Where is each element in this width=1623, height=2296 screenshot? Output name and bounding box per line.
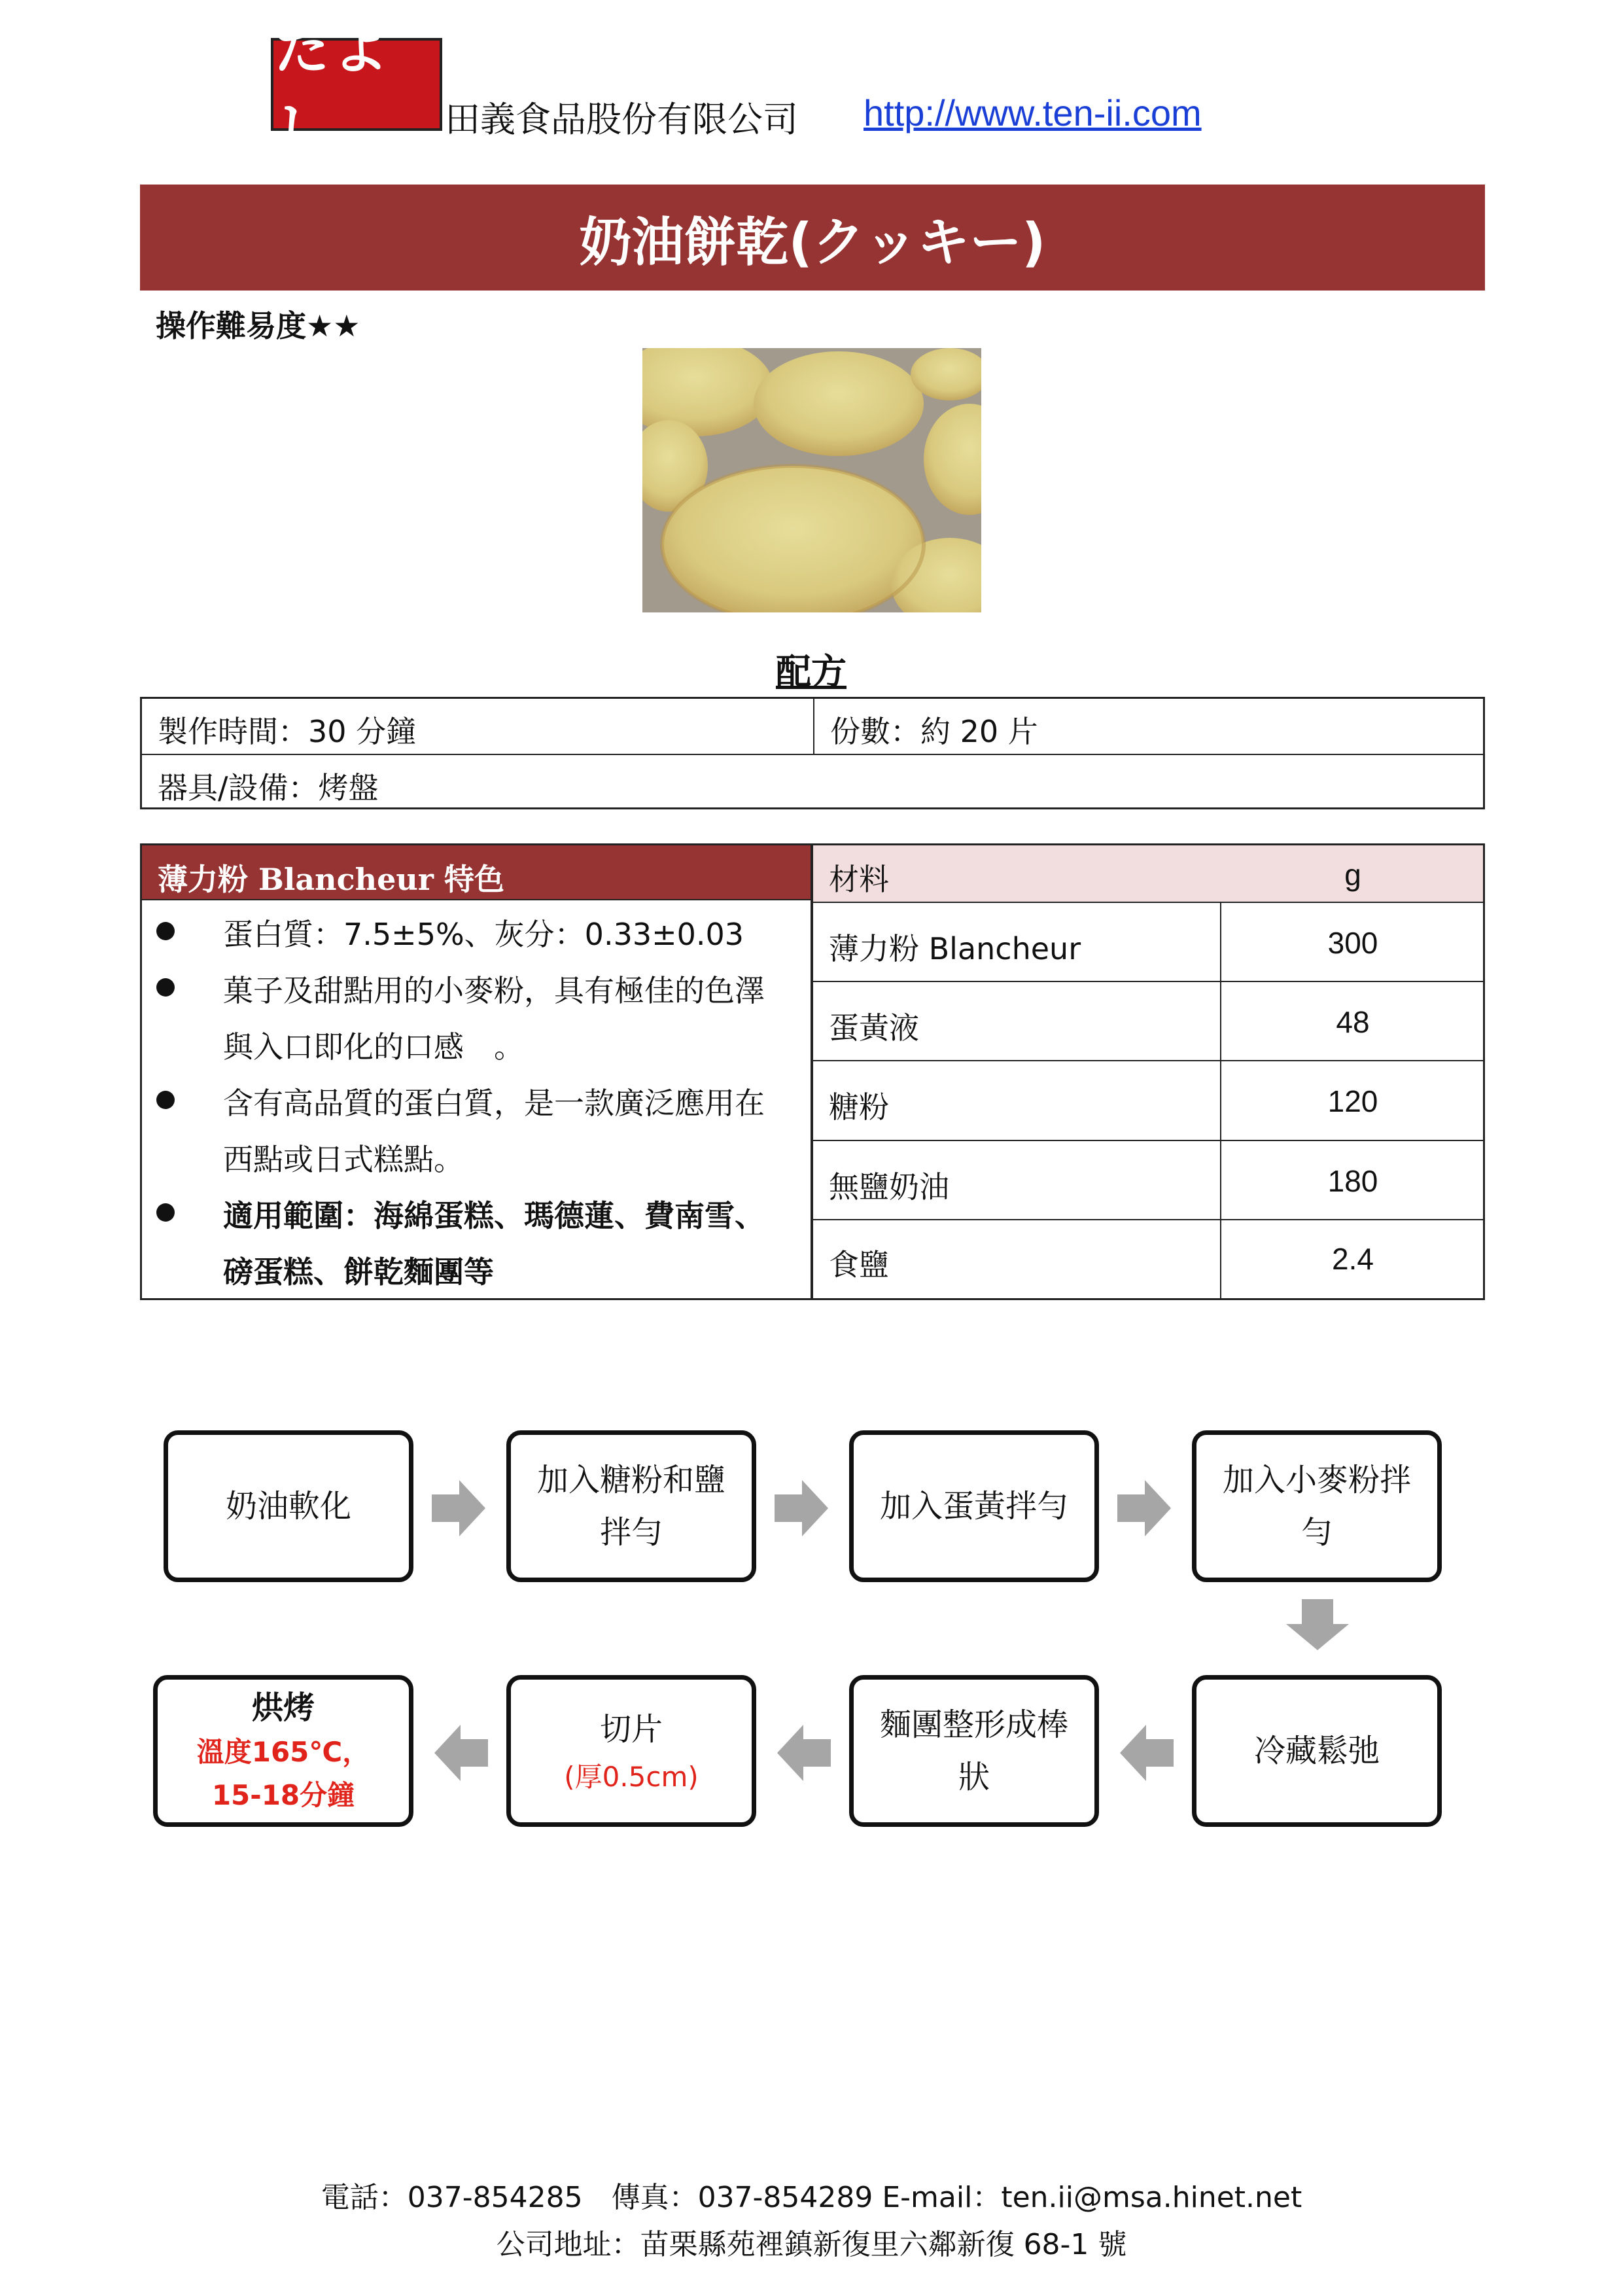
step-label: 加入蛋黃拌勻 xyxy=(879,1488,1068,1525)
ingredients-header xyxy=(813,845,1483,903)
difficulty-rating: 操作難易度★★ xyxy=(156,308,360,344)
step-label: 加入糖粉和鹽 xyxy=(536,1462,725,1498)
feature-line: 磅蛋糕、餅乾麵團等 xyxy=(223,1254,494,1290)
arrow-left-icon xyxy=(777,1725,831,1781)
ingredient-name: 食鹽 xyxy=(829,1247,889,1282)
arrow-down-icon xyxy=(1286,1599,1349,1650)
bullet-icon xyxy=(156,1203,175,1222)
feature-line: 西點或日式糕點。 xyxy=(223,1142,464,1177)
step-label: 狀 xyxy=(958,1759,990,1795)
company-name: 田義食品股份有限公司 xyxy=(445,99,798,140)
ingredient-amount: 180 xyxy=(1327,1164,1378,1198)
logo-text: たよし xyxy=(273,16,391,163)
table-row xyxy=(813,982,1483,1061)
feature-line: 菓子及甜點用的小麥粉，具有極佳的色澤 xyxy=(223,973,765,1008)
feature-line: 適用範圍：海綿蛋糕、瑪德蓮、費南雪、 xyxy=(223,1198,765,1233)
step-label: 冷藏鬆弛 xyxy=(1253,1733,1380,1769)
column-header-material: 材料 xyxy=(829,862,889,897)
feature-line: 含有高品質的蛋白質，是一款廣泛應用在 xyxy=(223,1086,765,1121)
ingredient-name: 薄力粉 Blancheur xyxy=(829,931,1081,966)
step-label: 烘烤 xyxy=(251,1689,315,1726)
arrow-right-icon xyxy=(775,1480,828,1536)
footer-address: 公司地址：苗栗縣苑裡鎮新復里六鄰新復 68-1 號 xyxy=(496,2228,1127,2261)
feature-line: 與入口即化的口感 。 xyxy=(223,1029,524,1065)
table-row xyxy=(813,1061,1483,1141)
flour-features-header xyxy=(142,845,811,900)
recipe-heading: 配方 xyxy=(776,651,846,692)
title-bar xyxy=(140,185,1485,291)
step-shape-log xyxy=(849,1675,1099,1827)
bullet-icon xyxy=(156,978,175,997)
ingredient-name: 無鹽奶油 xyxy=(829,1169,949,1205)
step-label: 拌勻 xyxy=(599,1514,663,1551)
step-soften-butter xyxy=(164,1430,413,1582)
ingredient-amount: 120 xyxy=(1327,1084,1378,1118)
table-row xyxy=(813,1141,1483,1220)
column-header-unit: g xyxy=(1344,858,1361,892)
bullet-icon xyxy=(156,922,175,940)
arrow-left-icon xyxy=(1120,1725,1174,1781)
step-label: 奶油軟化 xyxy=(225,1488,351,1525)
table-row xyxy=(813,903,1483,982)
footer-contact: 電話：037-854285 傳真：037-854289 E-mail：ten.ii@msa.hinet.net xyxy=(321,2181,1302,2214)
ingredient-amount: 2.4 xyxy=(1332,1242,1374,1276)
step-label: 加入小麥粉拌 xyxy=(1222,1462,1411,1498)
cookie-photo xyxy=(642,348,981,612)
step-label: 麵團整形成棒 xyxy=(879,1706,1068,1743)
step-note: (厚0.5cm) xyxy=(564,1761,699,1793)
website-link[interactable]: http://www.ten-ii.com xyxy=(864,92,1202,133)
ingredient-name: 糖粉 xyxy=(829,1089,889,1125)
ingredient-amount: 300 xyxy=(1327,926,1378,960)
step-add-yolk xyxy=(849,1430,1099,1582)
arrow-right-icon xyxy=(432,1480,485,1536)
ingredient-amount: 48 xyxy=(1336,1005,1370,1039)
feature-line: 蛋白質：7.5±5%、灰分：0.33±0.03 xyxy=(223,917,744,952)
bullet-icon xyxy=(156,1091,175,1109)
page-title: 奶油餅乾(クッキー) xyxy=(579,211,1046,273)
step-note: 溫度165℃， xyxy=(196,1736,370,1768)
company-logo xyxy=(271,16,442,163)
step-label: 勻 xyxy=(1300,1514,1333,1551)
step-chill xyxy=(1192,1675,1442,1827)
table-row xyxy=(813,1220,1483,1298)
cookie-photo-image xyxy=(642,348,981,612)
flour-features-panel xyxy=(140,843,812,1300)
step-slice xyxy=(506,1675,756,1827)
equipment: 器具/設備：烤盤 xyxy=(158,770,379,805)
step-note: 15-18分鐘 xyxy=(211,1779,355,1811)
step-add-flour xyxy=(1192,1430,1442,1582)
recipe-info-table xyxy=(140,697,1485,809)
ingredient-name: 蛋黃液 xyxy=(829,1010,919,1046)
ingredients-table xyxy=(811,843,1485,1300)
prep-time: 製作時間：30 分鐘 xyxy=(158,714,417,749)
step-label: 切片 xyxy=(599,1711,663,1748)
step-bake xyxy=(153,1675,413,1827)
servings: 份數：約 20 片 xyxy=(830,714,1038,749)
arrow-left-icon xyxy=(434,1725,488,1781)
arrow-right-icon xyxy=(1117,1480,1171,1536)
step-add-sugar-salt xyxy=(506,1430,756,1582)
flour-features-title: 薄力粉 Blancheur 特色 xyxy=(158,862,505,897)
